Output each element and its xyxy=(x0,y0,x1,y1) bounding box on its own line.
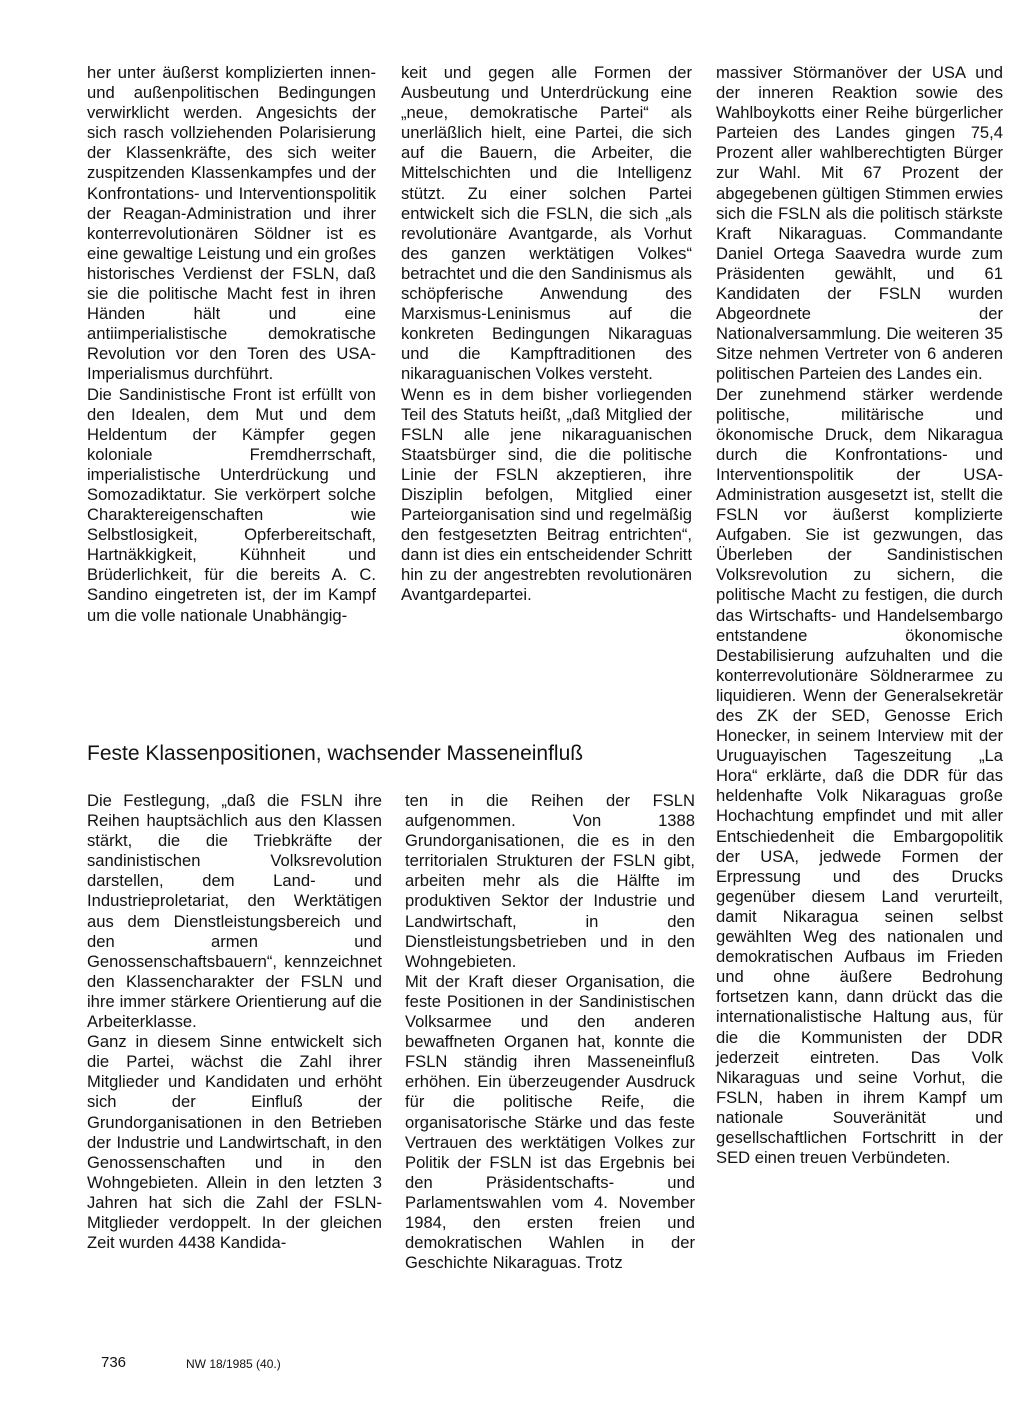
page-number: 736 xyxy=(101,1354,127,1371)
section-heading: Feste Klassenpositionen, wachsender Masseneinfluß xyxy=(87,742,584,765)
paragraph: Ganz in diesem Sinne entwickelt sich die Partei, wächst die Zahl ihrer Mitglieder und Kandidaten und erhöht sich der Einfluß der Grundorganisationen in den Betrieben der Industrie und Landwirtschaft, in den Genossenschaften und in den Wohngebieten. Allein in den letzten 3 Jahren hat sich die Zahl der FSLN-Mitglieder verdoppelt. In der gleichen Zeit wurden 4438 Kandida- xyxy=(87,1032,382,1253)
column-2 xyxy=(401,63,692,606)
paragraph: Wenn es in dem bisher vorliegenden Teil des Statuts heißt, „daß Mitglied der FSLN alle jene nikaraguanischen Staatsbürger sind, die die politische Linie der FSLN akzeptieren, ihre Disziplin befolgen, Mitglied einer Parteiorganisation sind und regelmäßig den festgesetzten Beitrag entrichten“, dann ist dies ein entscheidender Schritt hin zu der angestrebten revolutionären Avantgardepartei. xyxy=(401,384,692,605)
paragraph: Der zunehmend stärker werdende politische, militärische und ökonomische Druck, dem Nikaragua durch die Konfrontations- und Interventionspolitik der USA-Administration ausgesetzt ist, stellt die FSLN vor äußerst komplizierte Aufgaben. Sie ist gezwungen, das Überleben der Sandinistischen Volksrevolution zu sichern, die politische Macht zu festigen, die durch das Wirtschafts- und Handelsembargo entstandene ökonomische Destabilisierung aufzuhalten und die konterrevolutionäre Söldnerarmee zu liquidieren. Wenn der Generalsekretär des ZK der SED, Genosse Erich Honecker, in seinem Interview mit der Uruguayischen Tageszeitung „La Hora“ erklärte, daß die DDR für das heldenhafte Volk Nikaraguas große Hochachtung empfindet und mit aller Entschiedenheit die Embargopolitik der USA, jedwede Formen der Erpressung und des Drucks gegenüber diesem Land verurteilt, damit Nikaragua seinen selbst gewählten Weg des nationalen und demokratischen Aufbaus im Frieden und ohne äußere Bedrohung fortsetzen kann, dann drückt das die internationalistische Haltung aus, für die die Kommunisten der DDR jederzeit eintreten. Das Volk Nikaraguas und seine Vorhut, die FSLN, haben in ihrem Kampf um nationale Souveränität und gesellschaftlichen Fortschritt in der SED einen treuen Verbündeten. xyxy=(716,384,1003,1168)
paragraph: Mit der Kraft dieser Organisation, die feste Positionen in der Sandinistischen Volksarmee und den anderen bewaffneten Organen hat, konnte die FSLN ständig ihren Masseneinfluß erhöhen. Ein überzeugender Ausdruck für die politische Reife, die organisatorische Stärke und das feste Vertrauen des werktätigen Volkes zur Politik der FSLN ist das Ergebnis bei den Präsidentschafts- und Parlamentswahlen vom 4. November 1984, den ersten freien und demokratischen Wahlen in der Geschichte Nikaraguas. Trotz xyxy=(405,971,695,1273)
paragraph: Die Festlegung, „daß die FSLN ihre Reihen hauptsächlich aus den Klassen stärkt, die die Triebkräfte der sandinistischen Volksrevolution darstellen, dem Land- und Industrieproletariat, den Werktätigen aus dem Dienstleistungsbereich und den armen und Genossenschaftsbauern“, kennzeichnet den Klassencharakter der FSLN und ihre immer stärkere Orientierung auf die Arbeiterklasse. xyxy=(87,791,382,1032)
paragraph: massiver Störmanöver der USA und der inneren Reaktion sowie des Wahlboykotts einer Reihe bürgerlicher Parteien des Landes gingen 75,4 Prozent aller wahlberechtigten Bürger zur Wahl. Mit 67 Prozent der abgegebenen gültigen Stimmen erwies sich die FSLN als die politisch stärkste Kraft Nikaraguas. Commandante Daniel Ortega Saavedra wurde zum Präsidenten gewählt, und 61 Kandidaten der FSLN wurden Abgeordnete der Nationalversammlung. Die weiteren 35 Sitze nehmen Vertreter von 6 anderen politischen Parteien des Landes ein. xyxy=(716,63,1003,384)
issue-label: NW 18/1985 (40.) xyxy=(186,1357,281,1371)
column-3 xyxy=(716,63,1003,1168)
column-4 xyxy=(87,791,382,1253)
paragraph: her unter äußerst komplizierten innen- und außenpolitischen Bedingungen verwirklicht werden. Angesichts der sich rasch vollziehenden Polarisierung der Klassenkräfte, des sich weiter zuspitzenden Klassenkampfes und der Konfrontations- und Interventionspolitik der Reagan-Administration und ihrer konterrevolutionären Söldner ist es eine gewaltige Leistung und ein großes historisches Verdienst der FSLN, daß sie die politische Macht fest in ihren Händen hält und eine antiimperialistische demokratische Revolution vor den Toren des USA-Imperialismus durchführt. xyxy=(87,63,376,384)
column-1 xyxy=(87,63,376,626)
paragraph: ten in die Reihen der FSLN aufgenommen. Von 1388 Grundorganisationen, die es in den territorialen Strukturen der FSLN gibt, arbeiten mehr als die Hälfte im produktiven Sektor der Industrie und Landwirtschaft, in den Dienstleistungsbetrieben und in den Wohngebieten. xyxy=(405,791,695,971)
paragraph: Die Sandinistische Front ist erfüllt von den Idealen, dem Mut und dem Heldentum der Kämpfer gegen koloniale Fremdherrschaft, imperialistische Unterdrückung und Somozadiktatur. Sie verkörpert solche Charaktereigenschaften wie Selbstlosigkeit, Opferbereitschaft, Hartnäkkigkeit, Kühnheit und Brüderlichkeit, für die bereits A. C. Sandino eingetreten ist, der im Kampf um die volle nationale Unabhängig- xyxy=(87,384,376,625)
paragraph: keit und gegen alle Formen der Ausbeutung und Unterdrückung eine „neue, demokratische Partei“ als unerläßlich hielt, eine Partei, die sich auf die Bauern, die Arbeiter, die Mittelschichten und die Intelligenz stützt. Zu einer solchen Partei entwickelt sich die FSLN, die sich „als revolutionäre Avantgarde, als Vorhut des ganzen werktätigen Volkes“ betrachtet und die den Sandinismus als schöpferische Anwendung des Marxismus-Leninismus auf die konkreten Bedingungen Nikaraguas und die Kampftraditionen des nikaraguanischen Volkes versteht. xyxy=(401,63,692,384)
column-5 xyxy=(405,791,695,1273)
